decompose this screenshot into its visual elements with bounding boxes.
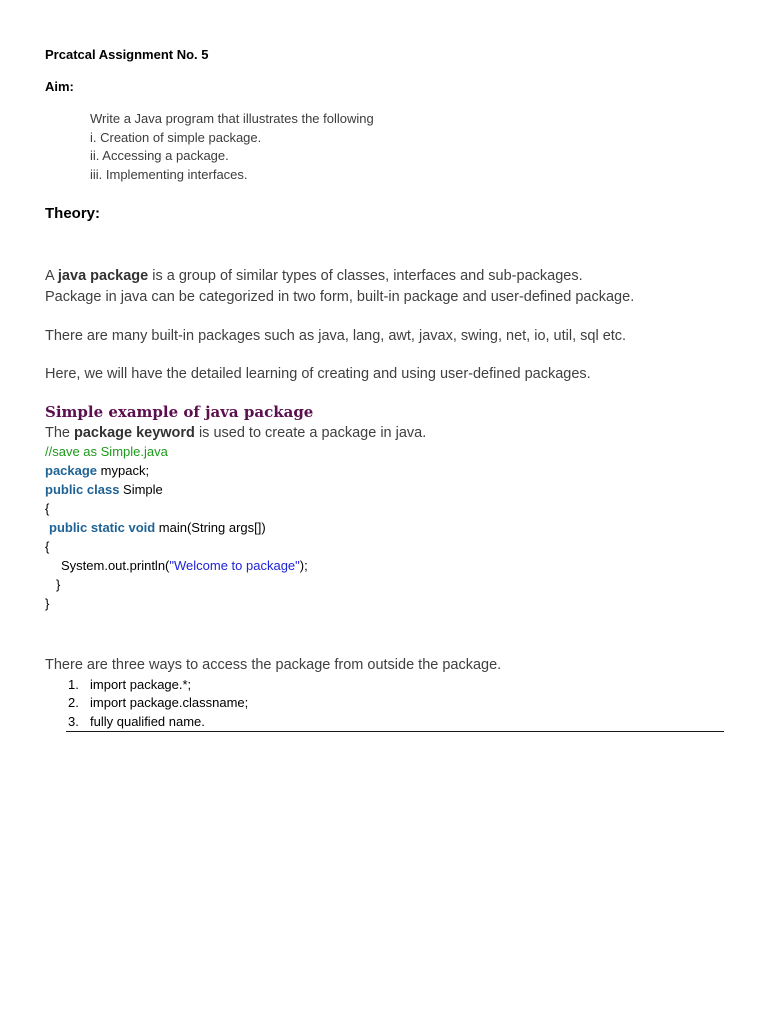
aim-intro: Write a Java program that illustrates the following: [90, 111, 374, 126]
list-text: import package.classname;: [90, 695, 249, 710]
list-text: import package.*;: [90, 677, 192, 692]
list-item: [68, 676, 191, 694]
code-line: [49, 518, 266, 537]
aim-item: i. Creation of simple package.: [90, 130, 262, 145]
code-keyword: public static void: [49, 520, 156, 535]
code-text: main(String args[]): [155, 520, 266, 535]
example-heading: Simple example of java package: [45, 403, 314, 421]
theory-paragraph-4: Here, we will have the detailed learning of creating and using user-defined packages.: [45, 366, 591, 382]
bold-term: package keyword: [74, 425, 195, 441]
theory-paragraph-2: Package in java can be categorized in two form, built-in package and user-defined package.: [45, 289, 635, 305]
code-line: }: [56, 577, 61, 592]
code-keyword: package: [45, 463, 98, 478]
text-span: A: [45, 268, 58, 284]
theory-paragraph-1: [45, 266, 583, 286]
aim-label: Aim:: [45, 79, 74, 94]
assignment-title: Prcatcal Assignment No. 5: [45, 47, 209, 62]
code-keyword: public class: [45, 482, 120, 497]
code-line: {: [45, 539, 50, 554]
list-item: [68, 694, 248, 712]
list-number: 1.: [68, 677, 79, 692]
text-span: is used to create a package in java.: [194, 425, 427, 441]
list-item: [68, 713, 205, 731]
bold-term: java package: [57, 268, 149, 284]
code-text: Simple: [119, 482, 163, 497]
code-line: }: [45, 596, 50, 611]
code-line: [61, 556, 308, 575]
code-text: );: [299, 558, 308, 573]
theory-heading: Theory:: [45, 205, 101, 222]
horizontal-rule: [66, 731, 724, 732]
code-string: "Welcome to package": [169, 558, 300, 573]
example-intro: [45, 423, 426, 443]
list-number: 3.: [68, 714, 79, 729]
code-comment: //save as Simple.java: [45, 444, 168, 459]
code-line: {: [45, 501, 50, 516]
aim-item: iii. Implementing interfaces.: [90, 167, 248, 182]
list-text: fully qualified name.: [90, 714, 205, 729]
aim-item: ii. Accessing a package.: [90, 148, 229, 163]
theory-paragraph-3: There are many built-in packages such as java, lang, awt, javax, swing, net, io, util, sql etc.: [45, 328, 627, 344]
text-span: The: [45, 425, 75, 441]
access-intro: There are three ways to access the package from outside the package.: [45, 657, 502, 673]
code-text: System.out.println(: [61, 558, 170, 573]
code-line: [45, 461, 149, 480]
code-text: mypack;: [97, 463, 150, 478]
code-line: [45, 480, 163, 499]
list-number: 2.: [68, 695, 79, 710]
text-span: is a group of similar types of classes, interfaces and sub-packages.: [148, 268, 583, 284]
